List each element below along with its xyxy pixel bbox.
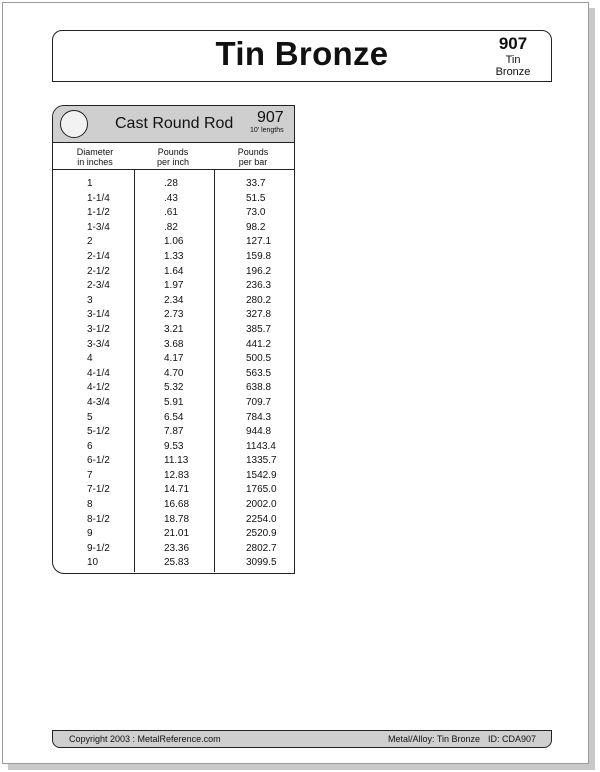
table-row	[53, 177, 294, 192]
pounds-per-bar-cell: 2254.0	[246, 513, 277, 525]
table-row	[53, 483, 294, 498]
table-row	[53, 352, 294, 367]
diameter-cell: 6-1/2	[87, 455, 110, 467]
pounds-per-inch-cell: 3.21	[164, 323, 184, 335]
diameter-cell: 7-1/2	[87, 484, 110, 496]
pounds-per-inch-cell: 4.70	[164, 367, 184, 379]
diameter-cell: 10	[87, 557, 99, 569]
column-header-pounds-per-inch: Pounds per inch	[156, 147, 190, 167]
page-shadow-right	[589, 8, 595, 766]
pounds-per-bar-cell: 385.7	[246, 323, 272, 335]
table-row	[53, 308, 294, 323]
pounds-per-bar-cell: 2802.7	[246, 542, 277, 554]
pounds-per-bar-cell: 1765.0	[246, 484, 277, 496]
pounds-per-inch-cell: 23.36	[164, 542, 190, 554]
diameter-cell: 1-1/2	[87, 207, 110, 219]
pounds-per-inch-cell: 5.91	[164, 396, 184, 408]
diameter-cell: 4	[87, 353, 93, 365]
pounds-per-bar-cell: 98.2	[246, 221, 266, 233]
alloy-code: 907	[498, 34, 528, 53]
pounds-per-inch-cell: 1.06	[164, 236, 184, 248]
alloy-code-sub-1: Tin	[505, 54, 521, 66]
table-row	[53, 221, 294, 236]
pounds-per-bar-cell: 327.8	[246, 309, 272, 321]
pounds-per-inch-cell: 7.87	[164, 426, 184, 438]
data-table	[53, 177, 294, 571]
pounds-per-inch-cell: 9.53	[164, 440, 184, 452]
table-row	[53, 338, 294, 353]
table-row	[53, 513, 294, 528]
diameter-cell: 9-1/2	[87, 542, 110, 554]
diameter-cell: 5	[87, 411, 93, 423]
diameter-cell: 4-1/2	[87, 382, 110, 394]
pounds-per-inch-cell: 16.68	[164, 499, 190, 511]
pounds-per-bar-cell: 1542.9	[246, 469, 277, 481]
pounds-per-bar-cell: 1143.4	[246, 440, 276, 452]
pounds-per-bar-cell: 33.7	[246, 178, 266, 189]
title-bar	[52, 30, 552, 82]
diameter-cell: 1-1/4	[87, 192, 110, 204]
pounds-per-inch-cell: 18.78	[164, 513, 190, 525]
table-row	[53, 381, 294, 396]
pounds-per-bar-cell: 2520.9	[246, 528, 277, 540]
pounds-per-bar-cell: 500.5	[246, 353, 272, 365]
table-row	[53, 206, 294, 221]
pounds-per-inch-cell: .28	[164, 178, 178, 189]
card-header	[53, 106, 294, 143]
table-row	[53, 367, 294, 382]
diameter-cell: 2-1/4	[87, 250, 110, 262]
pounds-per-inch-cell: 1.33	[164, 250, 184, 262]
pounds-per-bar-cell: 3099.5	[246, 557, 277, 569]
pounds-per-inch-cell: 21.01	[164, 528, 190, 540]
pounds-per-inch-cell: 1.64	[164, 265, 184, 277]
pounds-per-inch-cell: .43	[164, 192, 178, 204]
pounds-per-bar-cell: 196.2	[246, 265, 272, 277]
diameter-cell: 8	[87, 499, 93, 511]
table-row	[53, 294, 294, 309]
diameter-cell: 9	[87, 528, 93, 540]
diameter-cell: 3-1/4	[87, 309, 110, 321]
item-id-text: ID: CDA907	[488, 734, 537, 744]
pounds-per-inch-cell: 6.54	[164, 411, 184, 423]
pounds-per-inch-cell: .61	[164, 207, 178, 219]
pounds-per-inch-cell: 1.97	[164, 280, 184, 292]
pounds-per-bar-cell: 236.3	[246, 280, 272, 292]
table-row	[53, 192, 294, 207]
pounds-per-bar-cell: 159.8	[246, 250, 272, 262]
pounds-per-bar-cell: 709.7	[246, 396, 272, 408]
card-code: 907	[257, 109, 284, 126]
table-row	[53, 454, 294, 469]
table-row	[53, 250, 294, 265]
card-subtitle: 10' lengths	[250, 127, 284, 134]
pounds-per-bar-cell: 51.5	[246, 192, 266, 204]
diameter-cell: 1-3/4	[87, 221, 110, 233]
diameter-cell: 3-3/4	[87, 338, 110, 350]
diameter-cell: 5-1/2	[87, 426, 110, 438]
table-row	[53, 265, 294, 280]
table-row	[53, 556, 294, 571]
footer-bar	[52, 730, 552, 748]
column-header-diameter: Diameter in inches	[76, 147, 114, 167]
header-divider	[53, 169, 294, 170]
pounds-per-inch-cell: 4.17	[164, 353, 184, 365]
pounds-per-bar-cell: 638.8	[246, 382, 272, 394]
pounds-per-inch-cell: 12.83	[164, 469, 190, 481]
pounds-per-bar-cell: 280.2	[246, 294, 272, 306]
diameter-cell: 2-3/4	[87, 280, 110, 292]
pounds-per-inch-cell: 14.71	[164, 484, 190, 496]
alloy-code-block	[483, 34, 543, 78]
pounds-per-inch-cell: 11.13	[164, 455, 189, 467]
diameter-cell: 2	[87, 236, 93, 248]
page-shadow-bottom	[8, 764, 595, 770]
diameter-cell: 8-1/2	[87, 513, 110, 525]
table-row	[53, 323, 294, 338]
diameter-cell: 7	[87, 469, 93, 481]
diameter-cell: 3	[87, 294, 93, 306]
column-header-pounds-per-bar: Pounds per bar	[237, 147, 269, 167]
copyright-text: Copyright 2003 : MetalReference.com	[69, 734, 221, 744]
table-row	[53, 411, 294, 426]
pounds-per-inch-cell: 2.73	[164, 309, 184, 321]
table-row	[53, 527, 294, 542]
alloy-code-sub-2: Bronze	[495, 66, 531, 78]
pounds-per-inch-cell: 3.68	[164, 338, 184, 350]
diameter-cell: 3-1/2	[87, 323, 110, 335]
table-row	[53, 440, 294, 455]
pounds-per-bar-cell: 784.3	[246, 411, 272, 423]
pounds-per-inch-cell: .82	[164, 221, 178, 233]
table-row	[53, 235, 294, 250]
round-rod-icon	[60, 110, 88, 138]
pounds-per-bar-cell: 563.5	[246, 367, 272, 379]
card-title: Cast Round Rod	[115, 115, 234, 132]
table-row	[53, 425, 294, 440]
cast-round-rod-card	[52, 105, 295, 574]
pounds-per-bar-cell: 127.1	[246, 236, 272, 248]
table-row	[53, 498, 294, 513]
pounds-per-inch-cell: 25.83	[164, 557, 190, 569]
table-row	[53, 396, 294, 411]
pounds-per-inch-cell: 2.34	[164, 294, 184, 306]
table-row	[53, 469, 294, 484]
pounds-per-bar-cell: 2002.0	[246, 499, 277, 511]
pounds-per-inch-cell: 5.32	[164, 382, 184, 394]
diameter-cell: 6	[87, 440, 93, 452]
page-title: Tin Bronze	[215, 35, 389, 72]
pounds-per-bar-cell: 441.2	[246, 338, 272, 350]
table-row	[53, 542, 294, 557]
pounds-per-bar-cell: 1335.7	[246, 455, 277, 467]
metal-alloy-text: Metal/Alloy: Tin Bronze	[388, 734, 481, 744]
pounds-per-bar-cell: 944.8	[246, 426, 272, 438]
pounds-per-bar-cell: 73.0	[246, 207, 266, 219]
diameter-cell: 1	[87, 178, 93, 189]
diameter-cell: 4-1/4	[87, 367, 110, 379]
diameter-cell: 2-1/2	[87, 265, 110, 277]
diameter-cell: 4-3/4	[87, 396, 110, 408]
table-row	[53, 279, 294, 294]
